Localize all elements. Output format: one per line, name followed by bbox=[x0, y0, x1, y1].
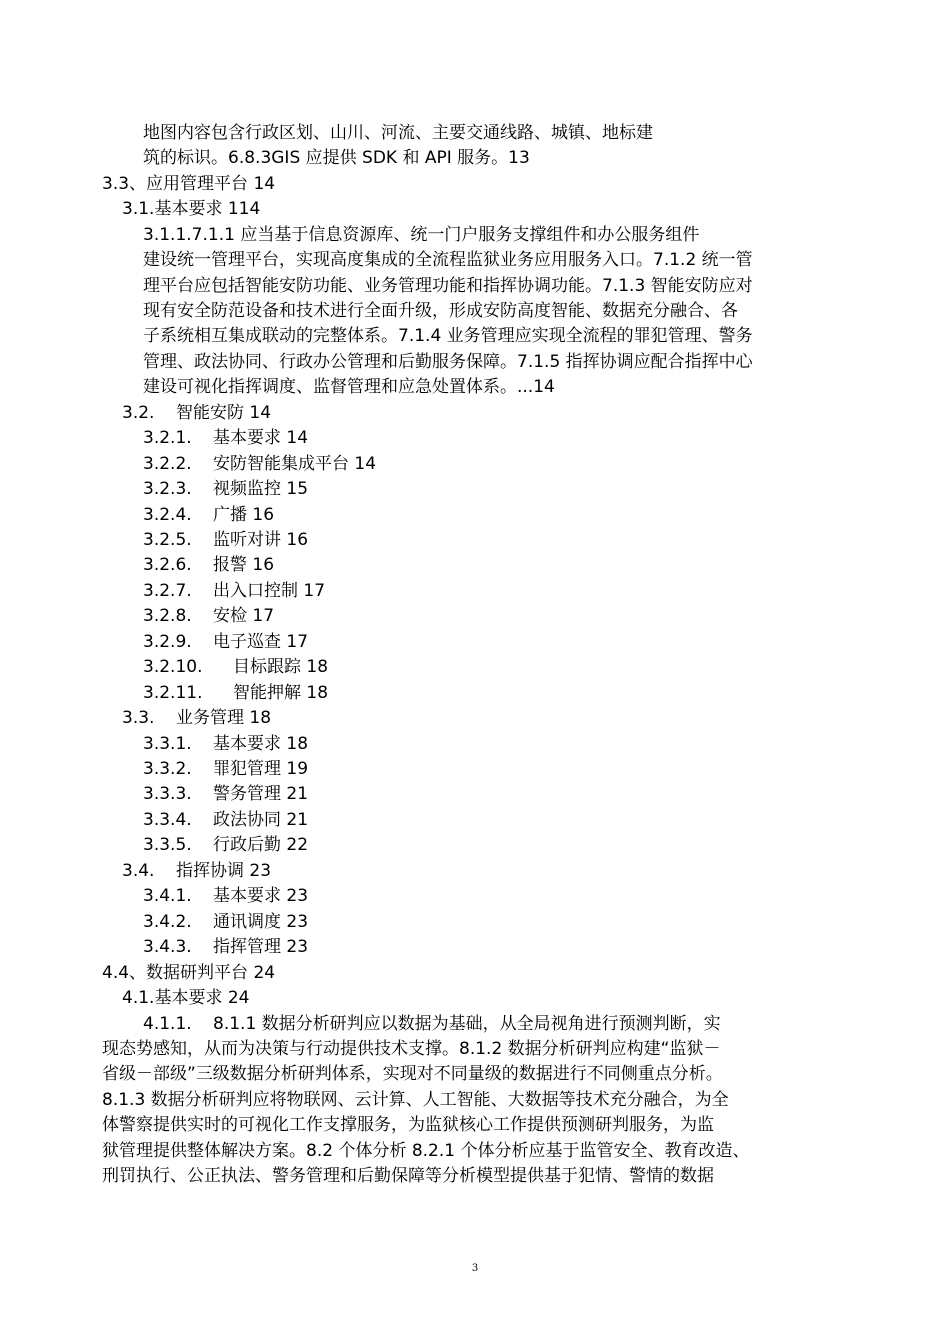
toc-number: 3.3.3. bbox=[143, 784, 192, 804]
text-line: 3.1.1.7.1.1 应当基于信息资源库、统一门户服务支撑组件和办公服务组件 bbox=[143, 225, 700, 245]
toc-entry[interactable] bbox=[143, 553, 274, 578]
toc-title: 基本要求 14 bbox=[213, 428, 309, 448]
toc-number: 3.3.5. bbox=[143, 835, 192, 855]
toc-number: 3.2.3. bbox=[143, 479, 192, 499]
toc-entry[interactable] bbox=[143, 808, 308, 833]
toc-number: 3.3.2. bbox=[143, 759, 192, 779]
toc-entry[interactable] bbox=[143, 503, 274, 528]
text-line: 理平台应包括智能安防功能、业务管理功能和指挥协调功能。7.1.3 智能安防应对 bbox=[143, 276, 753, 296]
toc-title: 报警 16 bbox=[213, 555, 275, 575]
toc-title: 广播 16 bbox=[213, 505, 275, 525]
toc-number: 3.2.1. bbox=[143, 428, 192, 448]
toc-title: 视频监控 15 bbox=[213, 479, 309, 499]
toc-entry[interactable] bbox=[143, 655, 328, 680]
toc-title: 目标跟踪 18 bbox=[233, 657, 329, 677]
toc-title: 安检 17 bbox=[213, 606, 275, 626]
toc-title: 指挥管理 23 bbox=[213, 937, 309, 957]
toc-entry-4-1-basic[interactable]: 4.1.基本要求 24 bbox=[122, 988, 250, 1008]
toc-title: 指挥协调 23 bbox=[176, 861, 272, 881]
text-line: 地图内容包含行政区划、山川、河流、主要交通线路、城镇、地标建 bbox=[143, 123, 653, 143]
toc-entry[interactable] bbox=[143, 426, 308, 451]
toc-entry[interactable] bbox=[143, 910, 308, 935]
paragraph-text: 8.1.1 数据分析研判应以数据为基础，从全局视角进行预测判断，实 bbox=[213, 1014, 721, 1034]
toc-entry-3-4[interactable] bbox=[122, 859, 271, 884]
toc-title: 智能押解 18 bbox=[233, 683, 329, 703]
toc-title: 行政后勤 22 bbox=[213, 835, 309, 855]
toc-number: 3.2.11. bbox=[143, 683, 203, 703]
toc-entry-3-2[interactable] bbox=[122, 401, 271, 426]
toc-entry[interactable] bbox=[143, 528, 308, 553]
toc-entry[interactable] bbox=[143, 935, 308, 960]
toc-number: 3.4.2. bbox=[143, 912, 192, 932]
toc-entry-3-3-app-platform[interactable]: 3.3、应用管理平台 14 bbox=[102, 174, 276, 194]
paragraph-line: 刑罚执行、公正执法、警务管理和后勤保障等分析模型提供基于犯情、警情的数据 bbox=[102, 1166, 714, 1186]
toc-number: 3.2.10. bbox=[143, 657, 203, 677]
toc-title: 政法协同 21 bbox=[213, 810, 309, 830]
toc-entry[interactable] bbox=[143, 630, 308, 655]
toc-title: 智能安防 14 bbox=[176, 403, 272, 423]
toc-number: 3.2. bbox=[122, 403, 155, 423]
toc-number: 3.2.2. bbox=[143, 454, 192, 474]
toc-number: 3.2.6. bbox=[143, 555, 192, 575]
toc-entry[interactable] bbox=[143, 833, 308, 858]
toc-number: 3.4.3. bbox=[143, 937, 192, 957]
toc-entry[interactable] bbox=[143, 757, 308, 782]
toc-entry[interactable] bbox=[143, 452, 376, 477]
page-number: 3 bbox=[471, 1263, 479, 1274]
toc-entry-3-3[interactable] bbox=[122, 706, 271, 731]
toc-title: 通讯调度 23 bbox=[213, 912, 309, 932]
paragraph-line: 8.1.3 数据分析研判应将物联网、云计算、人工智能、大数据等技术充分融合，为全 bbox=[102, 1090, 729, 1110]
toc-number: 3.2.4. bbox=[143, 505, 192, 525]
toc-entry[interactable] bbox=[143, 732, 308, 757]
paragraph-line: 狱管理提供整体解决方案。8.2 个体分析 8.2.1 个体分析应基于监管安全、教育改造、 bbox=[102, 1141, 750, 1161]
toc-number: 3.2.5. bbox=[143, 530, 192, 550]
toc-number: 3.3.4. bbox=[143, 810, 192, 830]
text-line: 建设可视化指挥调度、监督管理和应急处置体系。...14 bbox=[143, 377, 555, 397]
toc-title: 基本要求 18 bbox=[213, 734, 309, 754]
toc-entry-3-1-basic[interactable]: 3.1.基本要求 114 bbox=[122, 199, 261, 219]
text-line: 子系统相互集成联动的完整体系。7.1.4 业务管理应实现全流程的罪犯管理、警务 bbox=[143, 326, 753, 346]
toc-number: 3.2.7. bbox=[143, 581, 192, 601]
toc-entry[interactable] bbox=[143, 579, 325, 604]
toc-title: 警务管理 21 bbox=[213, 784, 309, 804]
toc-number: 3.4.1. bbox=[143, 886, 192, 906]
toc-entry[interactable] bbox=[143, 604, 274, 629]
toc-entry[interactable] bbox=[143, 884, 308, 909]
text-line: 筑的标识。6.8.3GIS 应提供 SDK 和 API 服务。13 bbox=[143, 148, 530, 168]
toc-entry[interactable] bbox=[143, 477, 308, 502]
toc-title: 基本要求 23 bbox=[213, 886, 309, 906]
text-line: 管理、政法协同、行政办公管理和后勤服务保障。7.1.5 指挥协调应配合指挥中心 bbox=[143, 352, 753, 372]
toc-entry[interactable] bbox=[143, 782, 308, 807]
toc-number: 3.2.9. bbox=[143, 632, 192, 652]
text-line: 建设统一管理平台，实现高度集成的全流程监狱业务应用服务入口。7.1.2 统一管 bbox=[143, 250, 753, 270]
paragraph-first-line bbox=[143, 1012, 721, 1037]
paragraph-line: 现态势感知，从而为决策与行动提供技术支撑。8.1.2 数据分析研判应构建“监狱－ bbox=[102, 1039, 721, 1059]
toc-number: 3.2.8. bbox=[143, 606, 192, 626]
toc-title: 业务管理 18 bbox=[176, 708, 272, 728]
toc-title: 电子巡查 17 bbox=[213, 632, 309, 652]
paragraph-line: 体警察提供实时的可视化工作支撑服务，为监狱核心工作提供预测研判服务，为监 bbox=[102, 1115, 714, 1135]
toc-title: 出入口控制 17 bbox=[213, 581, 326, 601]
text-line: 现有安全防范设备和技术进行全面升级，形成安防高度智能、数据充分融合、各 bbox=[143, 301, 738, 321]
toc-title: 监听对讲 16 bbox=[213, 530, 309, 550]
toc-entry-4-4-data-platform[interactable]: 4.4、数据研判平台 24 bbox=[102, 963, 276, 983]
toc-title: 罪犯管理 19 bbox=[213, 759, 309, 779]
toc-number: 3.3.1. bbox=[143, 734, 192, 754]
toc-number: 3.4. bbox=[122, 861, 155, 881]
toc-number: 3.3. bbox=[122, 708, 155, 728]
paragraph-line: 省级－部级”三级数据分析研判体系，实现对不同量级的数据进行不同侧重点分析。 bbox=[102, 1064, 723, 1084]
toc-entry[interactable] bbox=[143, 681, 328, 706]
toc-title: 安防智能集成平台 14 bbox=[213, 454, 377, 474]
paragraph-number: 4.1.1. bbox=[143, 1014, 192, 1034]
